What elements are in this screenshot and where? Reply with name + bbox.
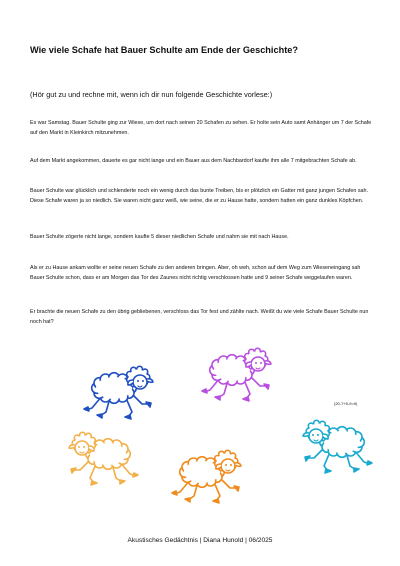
story-paragraph-2: Auf dem Markt angekommen, dauerte es gar nicht lange und ein Bauer aus dem Nachbardorf kaufte ihm alle 7 mitgebrachten Schafe ab. [30, 158, 357, 164]
footer-credit: Akustisches Gedächtnis | Diana Hunold | 06/2025 [127, 537, 273, 544]
instruction-subtitle: (Hör gut zu und rechne mit, wenn ich dir nun folgende Geschichte vorlese:) [30, 90, 273, 99]
solution-hint: (20-7+5-9=9) [334, 401, 358, 406]
sheep-illustration-light-orange [60, 430, 140, 486]
story-paragraph-1: Es war Samstag. Bauer Schulte ging zur Wiese, um dort nach seinen 20 Schafen zu sehen. Er holte sein Auto samt Anhänger um 7 der Schafe auf den Markt in Kleinkirch mitzunehmen. [30, 120, 372, 136]
story-paragraph-3: Bauer Schulte war glücklich und schlenderte noch ein wenig durch das bunte Treiben, bis er plötzlich ein Gatter mit ganz jungen Schafen sah. Diese Schafe waren ja so niedlich. Sie waren nicht ganz weiß, wie seine, die er zu Hause hatte, sondern hatten ein ganz dunkles Köpfchen. [30, 188, 369, 204]
story-paragraph-6: Er brachte die neuen Schafe zu den übrig gebliebenen, verschloss das Tor fest und zählte nach. Weißt du wie viele Schafe Bauer Schulte nun noch hat? [30, 309, 369, 325]
sheep-illustration-orange [170, 448, 250, 504]
story-paragraph-4: Bauer Schulte zögerte nicht lange, sondern kaufte 5 dieser niedlichen Schafe und nahm sie mit nach Hause. [30, 234, 289, 240]
sheep-illustration-blue [82, 364, 162, 420]
sheep-illustration-cyan [294, 418, 374, 474]
page-title: Wie viele Schafe hat Bauer Schulte am Ende der Geschichte? [30, 45, 298, 55]
sheep-illustration-purple [200, 346, 280, 402]
story-paragraph-5: Als er zu Hause ankam wollte er seine neuen Schafe zu den anderen bringen. Aber, oh weh, schon auf dem Weg zum Wieseneingang sah Bauer Schulte schon, dass er am Morgen das Tor des Zaunes nicht richtig verschlossen hatte und 9 seiner Schafe weggelaufen waren. [30, 265, 361, 281]
